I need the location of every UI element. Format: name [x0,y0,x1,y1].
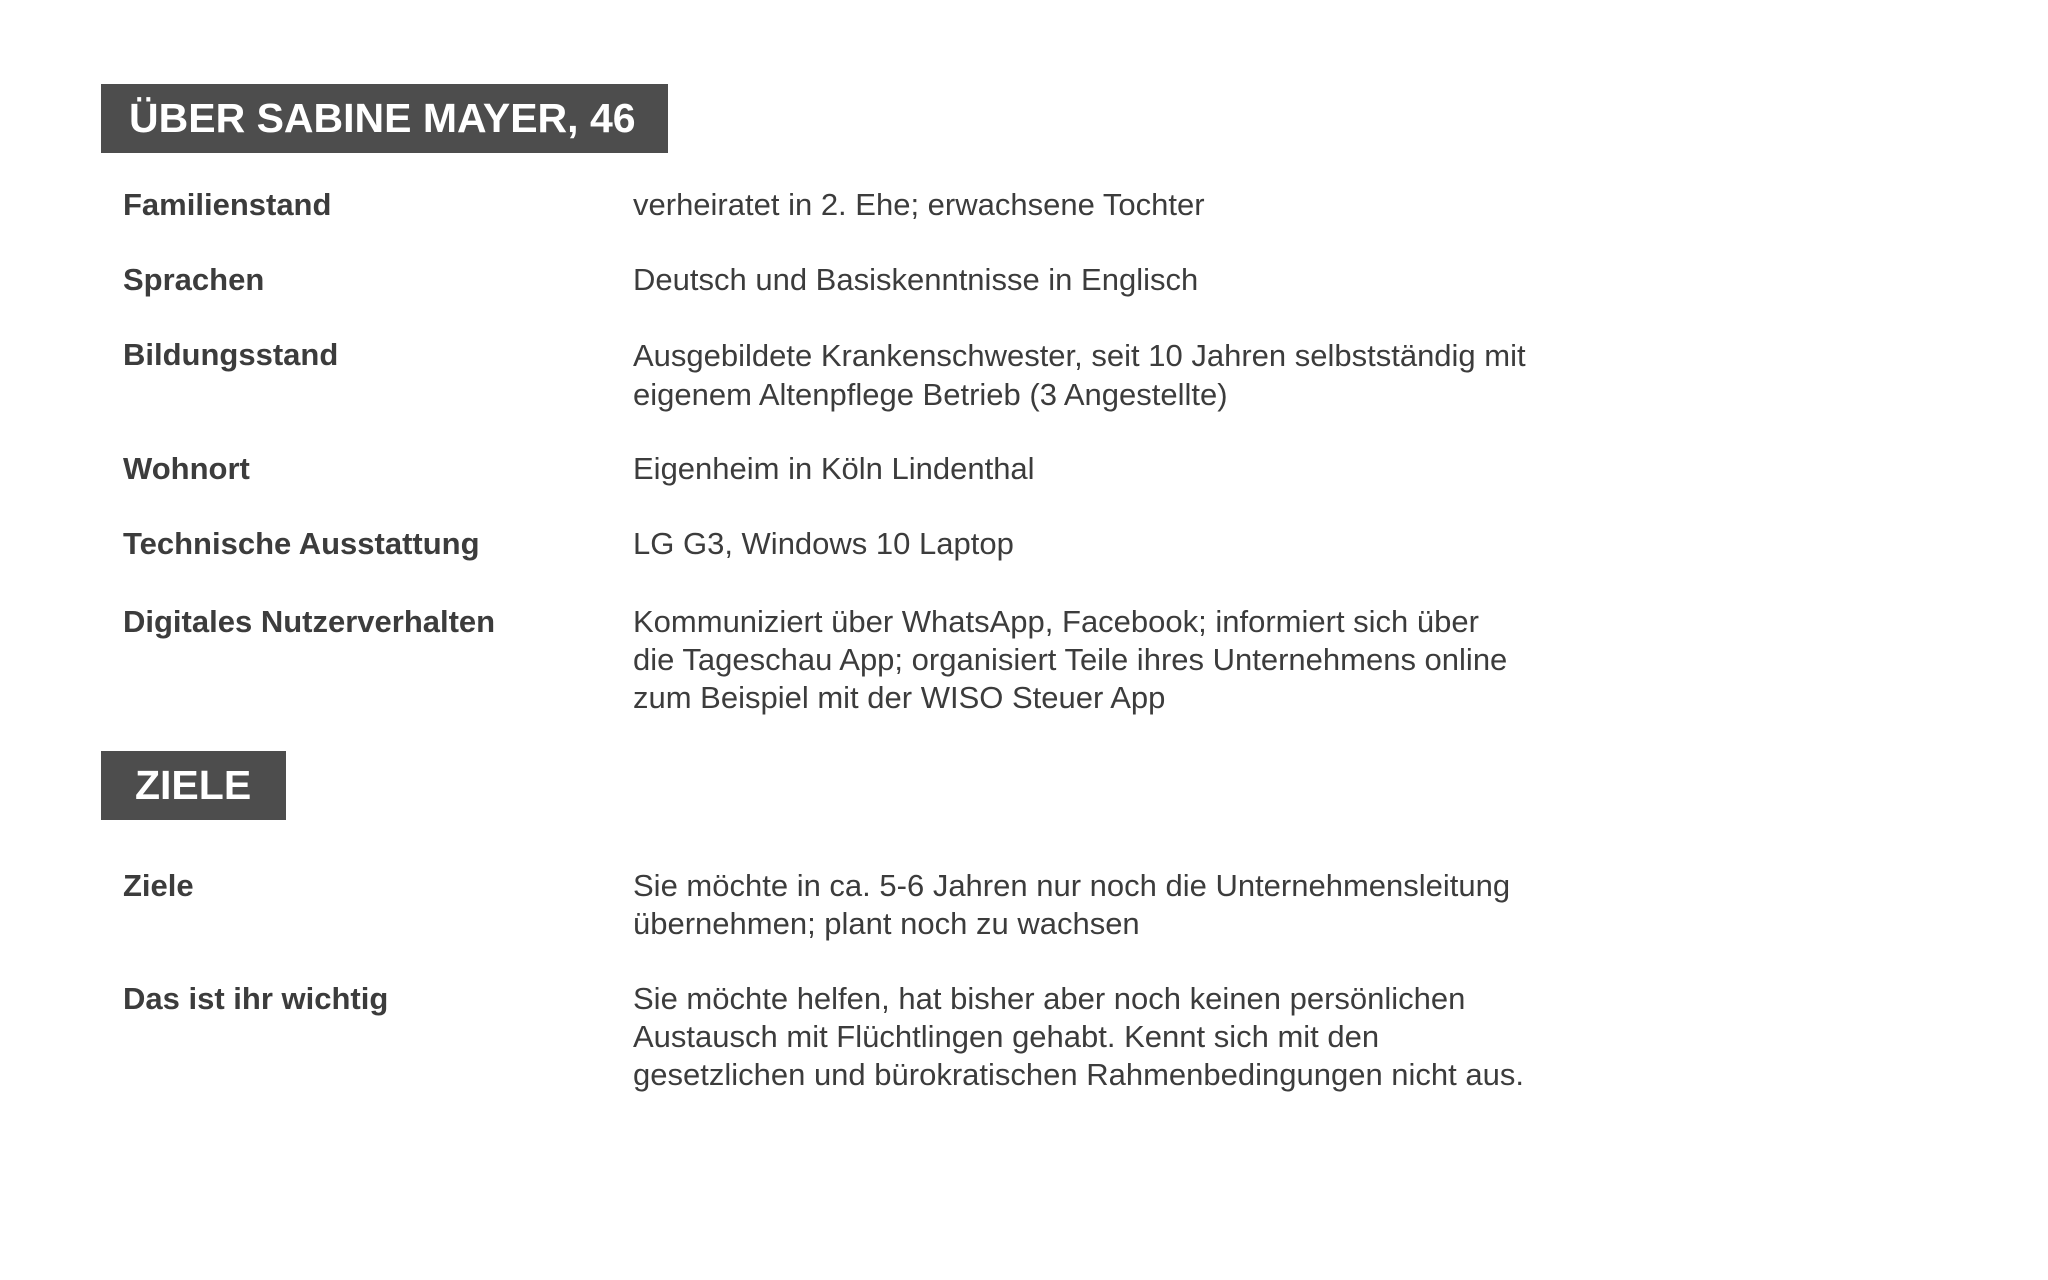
row-value [633,261,1633,299]
row-value-line: Eigenheim in Köln Lindenthal [633,451,1035,486]
row-value-line: gesetzlichen und bürokratischen Rahmenbedingungen nicht aus. [633,1057,1524,1092]
row-value-line: verheiratet in 2. Ehe; erwachsene Tochter [633,187,1205,222]
row-value-line: Deutsch und Basiskenntnisse in Englisch [633,262,1199,297]
row-label: Ziele [123,868,194,903]
section-header-about: ÜBER SABINE MAYER, 46 [101,84,668,153]
row-value-line: LG G3, Windows 10 Laptop [633,526,1014,561]
row-value-line: übernehmen; plant noch zu wachsen [633,906,1140,941]
row-value-line: Sie möchte helfen, hat bisher aber noch keinen persönlichen [633,981,1466,1016]
row-value-line: Austausch mit Flüchtlingen gehabt. Kennt sich mit den [633,1019,1380,1054]
row-value-line: die Tageschau App; organisiert Teile ihres Unternehmens online [633,642,1508,677]
row-value [633,603,1633,717]
row-value [633,450,1633,488]
row-value [633,867,1633,943]
row-value [633,525,1633,563]
row-label: Technische Ausstattung [123,526,480,561]
row-value-line: eigenem Altenpflege Betrieb (3 Angestellte) [633,377,1228,412]
row-value-line: Ausgebildete Krankenschwester, seit 10 Jahren selbstständig mit [633,338,1526,373]
row-label: Sprachen [123,262,265,297]
row-value [633,336,1633,414]
row-value [633,980,1633,1094]
row-value-line: Sie möchte in ca. 5-6 Jahren nur noch die Unternehmensleitung [633,868,1511,903]
row-label: Wohnort [123,451,250,486]
row-label: Bildungsstand [123,337,339,372]
row-label: Das ist ihr wichtig [123,981,389,1016]
row-value-line: zum Beispiel mit der WISO Steuer App [633,680,1166,715]
row-label: Digitales Nutzerverhalten [123,604,496,639]
section-header-goals: ZIELE [101,751,286,820]
row-value-line: Kommuniziert über WhatsApp, Facebook; informiert sich über [633,604,1479,639]
row-label: Familienstand [123,187,332,222]
row-value [633,186,1633,224]
